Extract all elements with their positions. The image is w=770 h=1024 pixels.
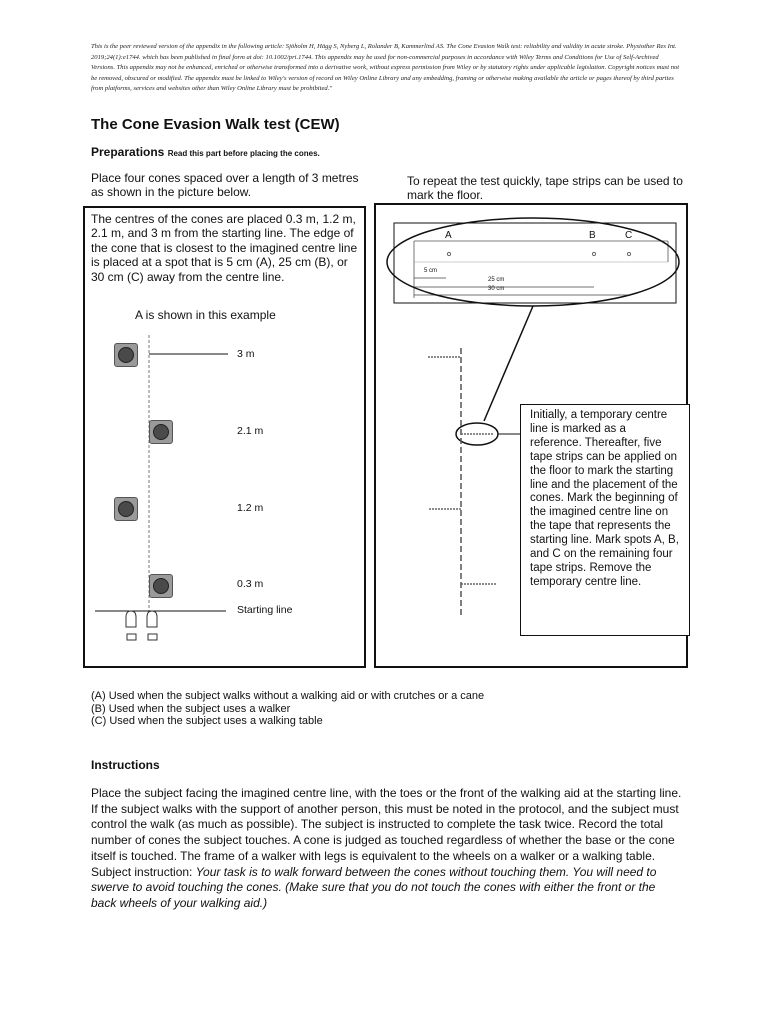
instructions-plain: Place the subject facing the imagined centre line, with the toes or the front of the walking aid at the starting line. If the subject walks with the support of another person, this must be noted in the protocol, and the subject must control the walk (as much as possible). The subject is instructed to complete the task twice. Record the total number of cones the subject touches. A cone is judged as touched regardless of whether the base or the cone itself is touched. The frame of a walker with legs is equivalent to the wheels on a walker or a walking table. Subject instruction:	[91, 786, 682, 879]
preparations-subheading: Read this part before placing the cones.	[167, 149, 320, 158]
tape-instructions-callout: Initially, a temporary centre line is marked as a reference. Thereafter, five tape strips can be applied on the floor to mark the starting line and the placement of the cones. Mark the beginning of the imagined centre line on the tape that represents the starting line. Mark spots A, B, and C on the remaining four tape strips. Remove the temporary centre line.	[520, 404, 690, 636]
spot-c-icon	[627, 252, 630, 255]
page-title: The Cone Evasion Walk test (CEW)	[91, 116, 340, 133]
cone-3m-icon	[114, 343, 138, 367]
zoom-label-a: A	[445, 230, 452, 241]
aid-note-a: (A) Used when the subject walks without a walking aid or with crutches or a cane	[91, 690, 485, 702]
zoom-label-c: C	[625, 230, 633, 241]
instructions-text	[91, 786, 683, 912]
preparations-label: Preparations	[91, 145, 165, 159]
aid-note-c: (C) Used when the subject uses a walking table	[91, 715, 323, 727]
zoom-panel	[394, 223, 676, 303]
distance-label-3m: 3 m	[237, 348, 255, 360]
distance-label-1-2m: 1.2 m	[237, 502, 264, 514]
distance-label-0-3m: 0.3 m	[237, 578, 264, 590]
wheel-left-icon	[127, 634, 136, 640]
cone-2-1m-icon	[149, 420, 173, 444]
intro-right-text: To repeat the test quickly, tape strips can be used to mark the floor.	[407, 174, 683, 202]
wheel-right-icon	[148, 634, 157, 640]
distance-label-2-1m: 2.1 m	[237, 425, 264, 437]
aid-note-b: (B) Used when the subject uses a walker	[91, 702, 291, 715]
copyright-notice: This is the peer reviewed version of the appendix in the following article: Sjöholm H, Hägg S, Nyberg L, Rolander B, Kammerlind AS. The Cone Evasion Walk test: reliability and validity in acute stroke. Physiother Res Int. 2019;24(1):e1744. which has been published in final form at doi: 10.1002/pri.1744. This appendix may be used for non-commercial purposes in accordance with Wiley Terms and Conditions for Use of Self-Archived Versions. This appendix may not be enhanced, enriched or otherwise transformed into a derivative work, without express permission from Wiley or by statutory rights under applicable legislation. Copyright notices must not be removed, obscured or modified. The appendix must be linked to Wiley's version of record on Wiley Online Library and any embedding, framing or otherwise making available the article or pages thereof by third parties from platforms, services and websites other than Wiley Online Library must be prohibited."	[91, 43, 680, 92]
cone-0-3m-icon	[149, 574, 173, 598]
intro-left-text: Place four cones spaced over a length of 3 metres as shown in the picture below.	[91, 171, 359, 199]
right-foot-icon	[147, 611, 157, 627]
zoom-label-b: B	[589, 230, 596, 241]
instructions-heading: Instructions	[91, 758, 160, 772]
left-foot-icon	[126, 611, 136, 627]
spot-a-icon	[447, 252, 450, 255]
zoom-label-30cm: 30 cm	[488, 286, 505, 292]
cone-placement-text: The centres of the cones are placed 0.3 m, 1.2 m, 2.1 m, and 3 m from the starting line. The edge of the cone that is closest to the imagined centre line is placed at a spot that is 5 cm (A), 25 cm (B), or 30 cm (C) away from the centre line.	[91, 212, 358, 284]
example-caption: A is shown in this example	[135, 308, 276, 322]
cone-1-2m-icon	[114, 497, 138, 521]
subject-instruction: Your task is to walk forward between the cones without touching them. You will need to swerve to avoid touching the cones. (Make sure that you do not touch the cones with either the front or the back wheels of your walking aid.)	[91, 864, 657, 910]
spot-b-icon	[592, 252, 595, 255]
starting-line-label: Starting line	[237, 604, 293, 616]
walking-aid-notes	[91, 690, 484, 728]
zoom-label-5cm: 5 cm	[424, 268, 438, 274]
zoom-label-25cm: 25 cm	[488, 277, 505, 283]
